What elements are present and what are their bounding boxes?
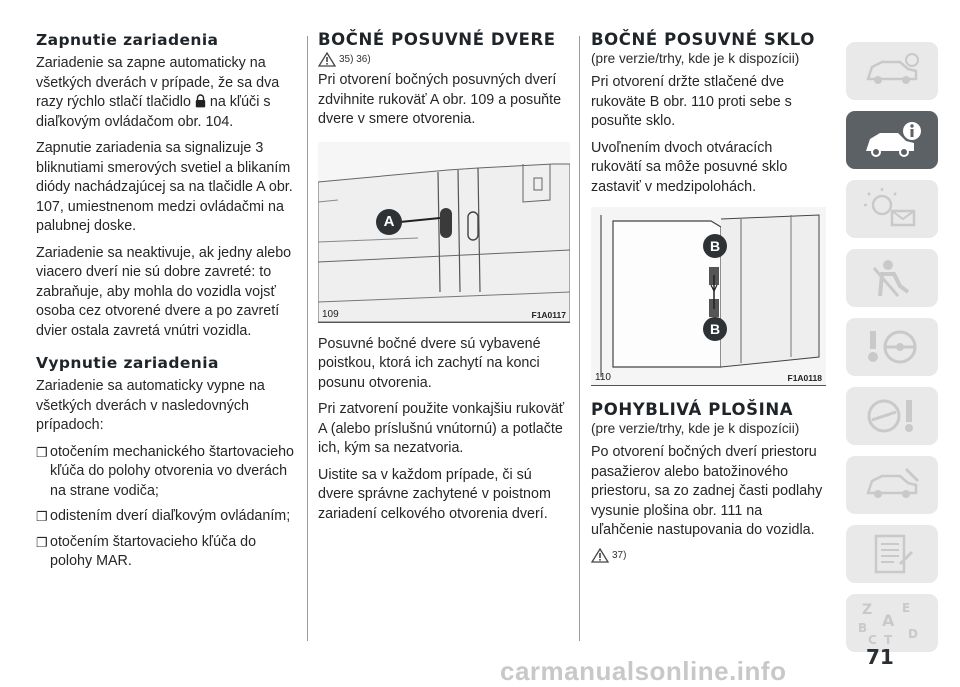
tab-driving[interactable] (846, 318, 938, 376)
warning-ref-text: 35) 36) (339, 54, 371, 65)
subtitle-availability: (pre verzie/trhy, kde je k dispozícii) (591, 421, 800, 436)
subtitle-availability: (pre verzie/trhy, kde je k dispozícii) (591, 51, 800, 66)
paragraph-safety-catch: Posuvné bočné dvere sú vybavené poistkou, ktorá ich zachytí na konci posunu otvorenia. (318, 335, 541, 391)
figure-label-a: A (383, 213, 395, 230)
index-letter: T (884, 633, 893, 647)
column-3 (591, 30, 826, 567)
column-2 (318, 30, 570, 531)
bullet-text: odistením dverí diaľkovým ovládaním; (50, 508, 291, 524)
heading-vypnutie: Vypnutie zariadenia (36, 354, 219, 372)
tab-emergency[interactable] (846, 387, 938, 445)
figure-code: F1A0117 (531, 309, 566, 320)
car-info-icon (860, 51, 924, 91)
index-letter: Z (862, 602, 873, 618)
figure-label-b-bottom: B (709, 321, 721, 337)
chapter-sidebar (846, 42, 946, 663)
driving-icon (862, 325, 922, 369)
checkbox-bullet-icon: ❐ (36, 444, 48, 460)
bullet-item (36, 443, 298, 502)
paragraph-not-active: Zariadenie sa neaktivuje, ak jedny alebo viacero dverí nie sú dobre zavreté: to zabraňuje, aby mohla do vozidla vojsť osoba cez otvorené dvere a po zavretí dvier ostala zavretá vnútri vozidla. (36, 244, 292, 339)
figure-number: 110 (595, 372, 611, 383)
tab-car-info[interactable] (846, 42, 938, 100)
tab-car-info-active[interactable] (846, 111, 938, 169)
warning-ref-text: 37) (612, 549, 627, 561)
safety-icon (864, 256, 920, 300)
heading-platform: POHYBLIVÁ PLOŠINA (591, 400, 794, 419)
checkbox-bullet-icon: ❐ (36, 509, 48, 524)
figure-label-circle (376, 209, 402, 235)
tab-safety[interactable] (846, 249, 938, 307)
paragraph-activation-b: na kľúči s diaľkovým ovládačom obr. 104. (36, 94, 271, 130)
warning-triangle-icon (318, 52, 336, 67)
warning-lights-icon (862, 187, 922, 231)
maintenance-icon (860, 465, 924, 505)
paragraph-activation-a: Zariadenie sa zapne automaticky na všetkých dverách v prípade, že sa dva razy rýchlo stlačí tlačidlo (36, 55, 280, 110)
page-number: 71 (866, 645, 894, 669)
index-letter: B (858, 621, 868, 635)
bullet-item (36, 507, 298, 527)
warning-reference (591, 548, 826, 563)
heading-sliding-door: BOČNÉ POSUVNÉ DVERE (318, 30, 556, 49)
figure-label-b-top: B (709, 238, 721, 254)
paragraph-glass-open: Pri otvorení držte stlačené dve rukoväte B obr. 110 proti sebe s posuňte sklo. (591, 74, 792, 129)
tab-index[interactable] (846, 594, 938, 652)
sliding-glass-illustration (591, 207, 826, 385)
index-letter: C (868, 633, 877, 647)
paragraph-check: Uistite sa v každom prípade, či sú dvere správne zachytené v poistnom zariadení celkového otvorenia dverí. (318, 466, 551, 522)
technical-data-icon (864, 532, 920, 576)
emergency-icon (862, 394, 922, 438)
column-1 (36, 30, 298, 578)
lock-icon (195, 94, 206, 108)
paragraph-closing: Pri zatvorení použite vonkajšiu rukoväť A (alebo príslušnú vnútornú) a potlačte ich, kým sa nezatvoria. (318, 401, 565, 456)
warning-triangle-icon (591, 548, 609, 563)
car-active-info-icon (860, 119, 924, 161)
column-divider (307, 36, 308, 641)
paragraph-deactivation: Zariadenie sa automaticky vypne na všetkých dverách v nasledovných prípadoch: (36, 378, 265, 433)
index-letter: E (902, 601, 911, 615)
figure-109 (318, 142, 570, 323)
column-divider (579, 36, 580, 641)
index-icon (852, 598, 932, 648)
bullet-item (36, 533, 298, 572)
warning-reference (318, 52, 570, 67)
heading-zapnutie: Zapnutie zariadenia (36, 31, 219, 49)
bullet-text: otočením štartovacieho kľúča do polohy MAR. (50, 533, 257, 569)
figure-code: F1A0118 (787, 373, 822, 383)
figure-110 (591, 207, 826, 386)
bullet-text: otočením mechanického štartovacieho kľúča do polohy otvorenia vo dverách na strane vodiča; (50, 443, 294, 499)
figure-label-circle (703, 234, 727, 258)
paragraph-platform: Po otvorení bočných dverí priestoru pasažierov alebo batožinového priestoru, sa zo zadnej časti podlahy vysunie plošina obr. 111 na uľahčenie nastupovania do vozidla. (591, 444, 823, 538)
heading-sliding-glass: BOČNÉ POSUVNÉ SKLO (591, 30, 815, 49)
tab-technical-data[interactable] (846, 525, 938, 583)
checkbox-bullet-icon: ❐ (36, 534, 48, 550)
index-letter: D (908, 627, 918, 641)
tab-warning-lights[interactable] (846, 180, 938, 238)
sliding-door-illustration (318, 142, 570, 322)
figure-number: 109 (322, 308, 339, 320)
index-letter: A (882, 611, 895, 630)
paragraph-door-open: Pri otvorení bočných posuvných dverí zdvihnite rukoväť A obr. 109 a posuňte dvere v smere otvorenia. (318, 72, 562, 127)
watermark: carmanualsonline.info (500, 656, 787, 686)
paragraph-activation (36, 54, 298, 132)
figure-label-circle (703, 317, 727, 341)
paragraph-signal: Zapnutie zariadenia sa signalizuje 3 bliknutiami smerových svetiel a blikaním diódy nachádzajúcej sa na tlačidle A obr. 107, umiestnenom medzi ovládačmi na palubnej doske. (36, 140, 293, 234)
paragraph-glass-stop: Uvoľnením dvoch otváracích rukovätí sa môže posuvné sklo zastaviť v medzipolohách. (591, 139, 788, 195)
tab-maintenance[interactable] (846, 456, 938, 514)
